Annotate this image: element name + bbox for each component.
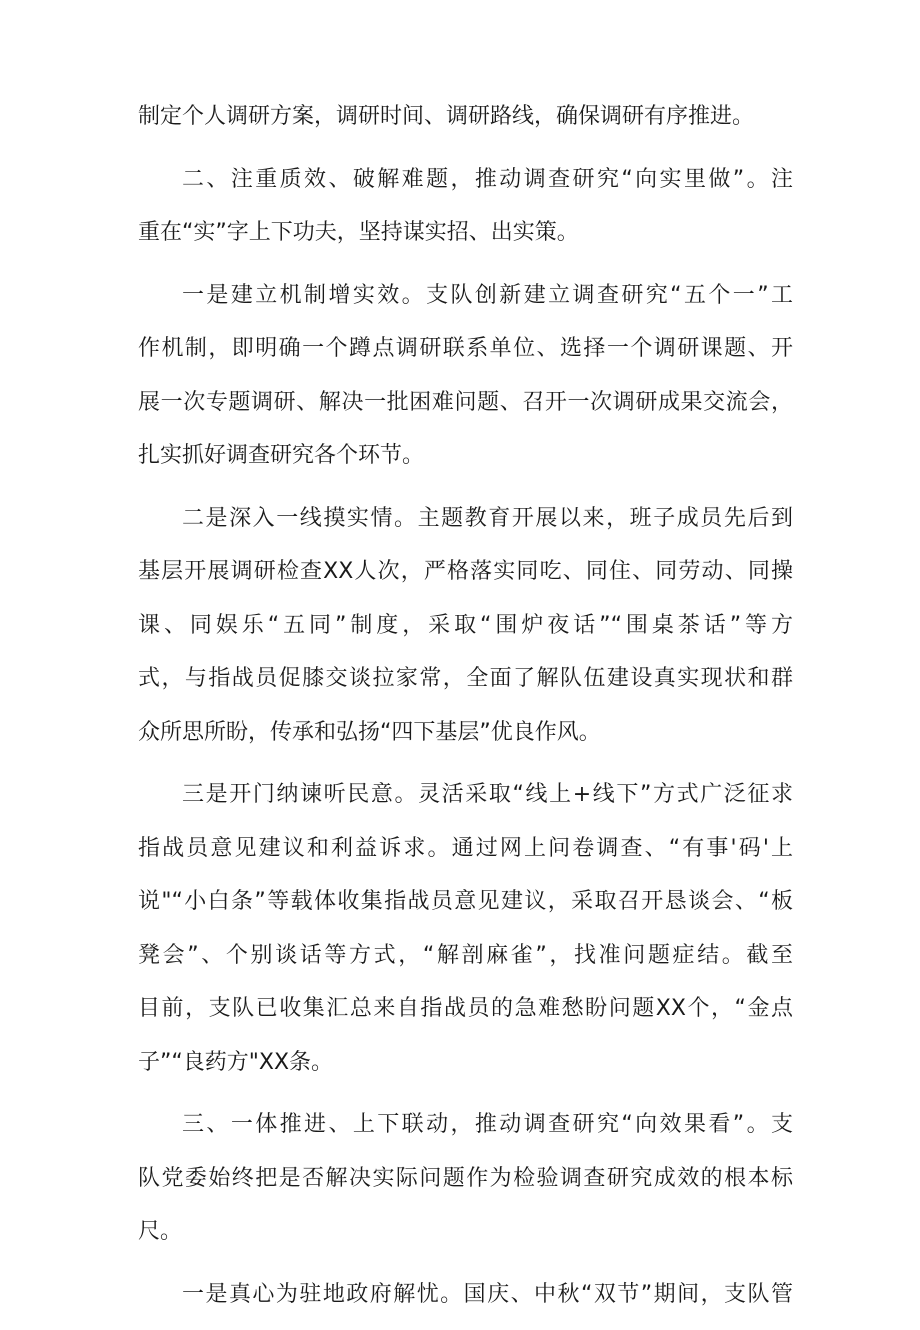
- paragraph: [138, 1268, 793, 1322]
- paragraph: [138, 492, 793, 760]
- text-line: 课、同娱乐“五同”制度，采取“围炉夜话”“围桌茶话”等方: [138, 612, 793, 638]
- text-line: 展一次专题调研、解决一批困难问题、召开一次调研成果交流会，: [138, 389, 793, 415]
- paragraph: [138, 1098, 793, 1259]
- text-line: 众所思所盼，传承和弘扬“四下基层”优良作风。: [138, 719, 601, 745]
- document-body: [138, 90, 793, 1330]
- text-line: 目前，支队已收集汇总来自指战员的急难愁盼问题XX个，“金点: [138, 996, 793, 1021]
- text-line: 一是真心为驻地政府解忧。国庆、中秋“双节”期间，支队管: [182, 1281, 793, 1307]
- text-line: 三是开门纳谏听民意。灵活采取“线上+线下”方式广泛征求: [182, 782, 793, 807]
- paragraph: [138, 90, 793, 144]
- paragraph: [138, 269, 793, 483]
- text-line: 扎实抓好调查研究各个环节。: [138, 443, 425, 468]
- text-line: 指战员意见建议和利益诉求。通过网上问卷调查、“有事'码'上: [138, 835, 793, 861]
- text-line: 基层开展调研检查XX人次，严格落实同吃、同住、同劳动、同操: [138, 559, 793, 584]
- text-line: 尺。: [138, 1219, 183, 1244]
- text-line: 二、注重质效、破解难题，推动调查研究“向实里做”。注: [182, 166, 793, 192]
- text-line: 重在“实”字上下功夫，坚持谋实招、出实策。: [138, 220, 579, 245]
- text-line: 式，与指战员促膝交谈拉家常，全面了解队伍建设真实现状和群: [138, 666, 793, 691]
- paragraph: [138, 768, 793, 1089]
- text-line: 作机制，即明确一个蹲点调研联系单位、选择一个调研课题、开: [138, 336, 793, 361]
- text-line: 三、一体推进、上下联动，推动调查研究“向效果看”。支: [182, 1112, 793, 1137]
- text-line: 说"“小白条”等载体收集指战员意见建议，采取召开恳谈会、“板: [138, 889, 793, 914]
- text-line: 凳会”、个别谈话等方式，“解剖麻雀”，找准问题症结。截至: [138, 942, 793, 968]
- paragraph: [138, 153, 793, 260]
- text-line: 二是深入一线摸实情。主题教育开展以来，班子成员先后到: [182, 505, 793, 531]
- text-line: 队党委始终把是否解决实际问题作为检验调查研究成效的根本标: [138, 1165, 793, 1191]
- text-line: 一是建立机制增实效。支队创新建立调查研究“五个一”工: [182, 282, 793, 308]
- text-line: 制定个人调研方案，调研时间、调研路线，确保调研有序推进。: [138, 104, 755, 129]
- text-line: 子”“良药方"XX条。: [138, 1049, 334, 1075]
